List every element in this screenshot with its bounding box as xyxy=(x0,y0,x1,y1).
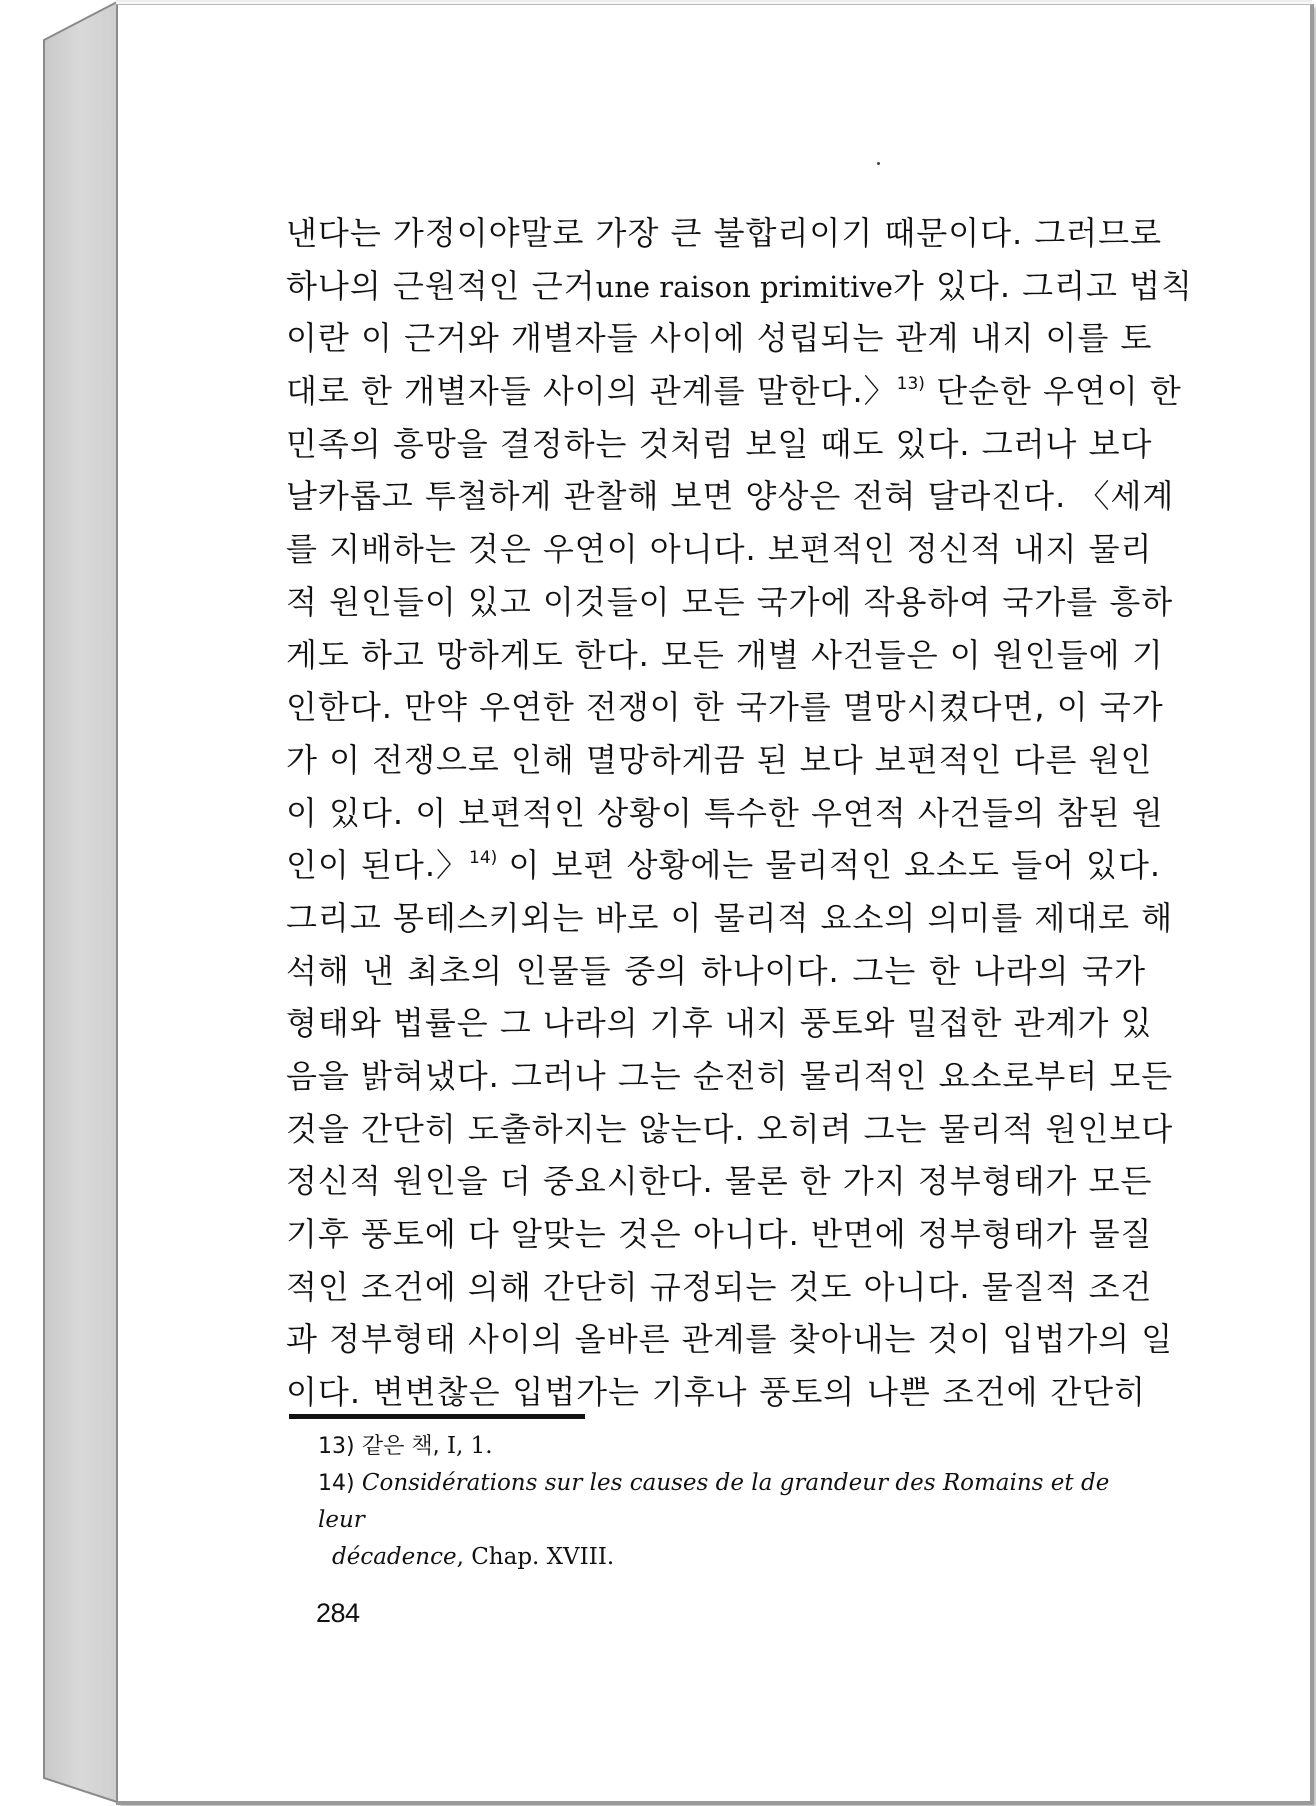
footnote-13 xyxy=(318,1428,1148,1465)
footnote-rule xyxy=(289,1414,585,1419)
text-segment: 하나의 근원적인 근거 xyxy=(286,266,596,305)
footnotes xyxy=(318,1428,1148,1576)
footnote-14-continued xyxy=(318,1539,1148,1576)
footnote-text: , Chap. XVIII. xyxy=(456,1544,615,1570)
text-line: 형태와 법률은 그 나라의 기후 내지 풍토와 밀접한 관계가 있 xyxy=(286,1004,1153,1043)
text-line: 민족의 흥망을 결정하는 것처럼 보일 때도 있다. 그러나 보다 xyxy=(286,424,1153,463)
text-line: 기후 풍토에 다 알맞는 것은 아니다. 반면에 정부형태가 물질 xyxy=(286,1215,1153,1254)
text-line: 가 이 전쟁으로 인해 멸망하게끔 된 보다 보편적인 다른 원인 xyxy=(286,740,1153,779)
footnote-korean: 같은 책, xyxy=(361,1434,440,1459)
book-spine xyxy=(0,0,120,1806)
text-line xyxy=(286,365,1182,418)
text-line: 석해 낸 최초의 인물들 중의 하나이다. 그는 한 나라의 국가 xyxy=(286,951,1146,990)
body-text xyxy=(286,207,1193,1419)
text-line: 인한다. 만약 우연한 전쟁이 한 국가를 멸망시켰다면, 이 국가 xyxy=(286,688,1164,727)
text-segment: 가 있다. 그리고 법칙 xyxy=(892,266,1193,305)
text-segment: 단순한 우연이 한 xyxy=(924,372,1182,411)
text-line: 이다. 변변찮은 입법가는 기후나 풍토의 나쁜 조건에 간단히 xyxy=(286,1373,1146,1412)
text-line: 를 지배하는 것은 우연이 아니다. 보편적인 정신적 내지 물리 xyxy=(286,530,1153,569)
footnote-ref: 13) xyxy=(896,374,925,395)
footnote-ref: 14) xyxy=(469,848,498,869)
footnote-title: Considérations sur les causes de la grandeur des Romains et de leur xyxy=(318,1470,1110,1533)
text-line: 것을 간단히 도출하지는 않는다. 오히려 그는 물리적 원인보다 xyxy=(286,1109,1174,1148)
text-line: 적 원인들이 있고 이것들이 모든 국가에 작용하여 국가를 흥하 xyxy=(286,582,1174,621)
text-line: 날카롭고 투철하게 관찰해 보면 양상은 전혀 달라진다. 〈세계 xyxy=(286,477,1175,516)
text-line: 적인 조건에 의해 간단히 규정되는 것도 아니다. 물질적 조건 xyxy=(286,1267,1153,1306)
page-number: 284 xyxy=(316,1598,360,1628)
text-line: 게도 하고 망하게도 한다. 모든 개별 사건들은 이 원인들에 기 xyxy=(286,635,1164,674)
text-segment: 대로 한 개별자들 사이의 관계를 말한다.〉 xyxy=(286,372,897,411)
footnote-number: 13) xyxy=(318,1434,355,1459)
text-line xyxy=(286,260,1193,313)
text-line: 정신적 원인을 더 중요시한다. 물론 한 가지 정부형태가 모든 xyxy=(286,1162,1153,1201)
text-line: 이란 이 근거와 개별자들 사이에 성립되는 관계 내지 이를 토 xyxy=(286,319,1153,358)
text-line: 과 정부형태 사이의 올바른 관계를 찾아내는 것이 입법가의 일 xyxy=(286,1320,1174,1359)
footnote-14 xyxy=(318,1465,1148,1539)
text-line: 음을 밝혀냈다. 그러나 그는 순전히 물리적인 요소로부터 모든 xyxy=(286,1057,1174,1095)
text-line: 이 있다. 이 보편적인 상황이 특수한 우연적 사건들의 참된 원 xyxy=(286,793,1164,832)
text-line: 그리고 몽테스키외는 바로 이 물리적 요소의 의미를 제대로 해 xyxy=(286,898,1174,937)
text-line xyxy=(286,839,1162,892)
text-segment: 인이 된다.〉 xyxy=(286,846,469,885)
text-line: 낸다는 가정이야말로 가장 큰 불합리이기 때문이다. 그러므로 xyxy=(286,214,1163,252)
speck-mark xyxy=(877,162,880,165)
footnote-title: décadence xyxy=(332,1544,457,1570)
text-segment: 이 보편 상황에는 물리적인 요소도 들어 있다. xyxy=(497,846,1162,885)
latin-term: une raison primitive xyxy=(595,269,893,304)
footnote-text: I, 1. xyxy=(439,1433,493,1459)
footnote-number: 14) xyxy=(318,1471,355,1496)
